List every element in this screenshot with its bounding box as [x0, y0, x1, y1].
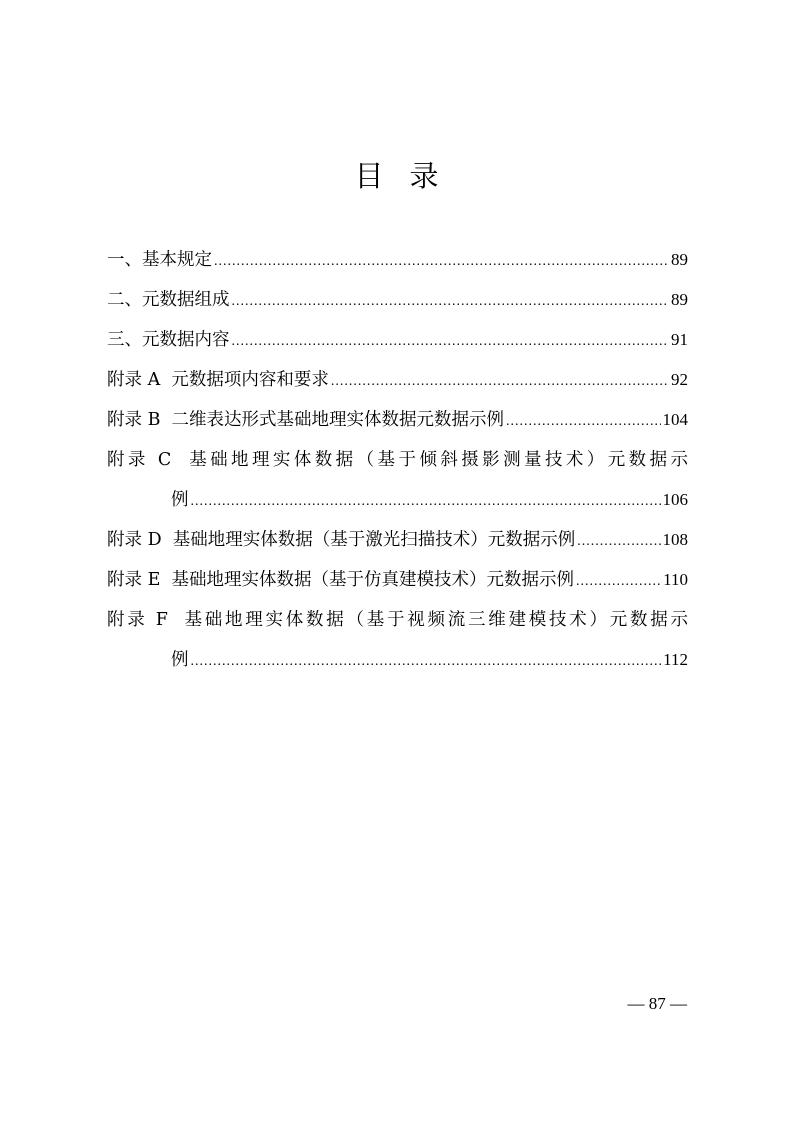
toc-entry-text: 例 [171, 490, 189, 510]
toc-entry-appendix-b[interactable] [107, 400, 688, 440]
dot-leader [214, 242, 669, 280]
toc-entry-appendix-f[interactable] [107, 600, 688, 640]
toc-page-number: 91 [671, 330, 688, 349]
toc-page-number: 112 [663, 650, 688, 669]
dot-leader [232, 322, 670, 360]
page-title: 目录 [354, 159, 465, 193]
dot-leader [506, 402, 660, 440]
toc-entry-metadata-composition[interactable] [107, 280, 688, 320]
dot-leader [232, 282, 670, 320]
toc-entry-text: 附录 F 基础地理实体数据（基于视频流三维建模技术）元数据示 [107, 610, 688, 630]
toc-entry-text: 附录 B 二维表达形式基础地理实体数据元数据示例 [107, 410, 505, 430]
toc-page-number: 92 [671, 370, 688, 389]
toc-entry-appendix-a[interactable] [107, 360, 688, 400]
page-number-footer: — 87 — [627, 994, 687, 1013]
toc-page-number: 110 [663, 570, 688, 589]
table-of-contents [107, 240, 688, 680]
toc-page-number: 106 [662, 490, 688, 509]
toc-page-number: 108 [662, 530, 688, 549]
toc-entry-text: 一、基本规定 [107, 250, 212, 270]
dot-leader [191, 642, 662, 680]
toc-entry-text: 附录 D 基础地理实体数据（基于激光扫描技术）元数据示例 [107, 530, 576, 550]
toc-entry-appendix-c-continued[interactable] [107, 480, 688, 520]
dot-leader [191, 482, 661, 520]
toc-page-number: 89 [671, 250, 688, 269]
toc-entry-appendix-f-continued[interactable] [107, 640, 688, 680]
dot-leader [576, 562, 661, 600]
toc-entry-text: 附录 A 元数据项内容和要求 [107, 370, 329, 390]
toc-entry-text: 附录 E 基础地理实体数据（基于仿真建模技术）元数据示例 [107, 570, 574, 590]
dot-leader [331, 362, 669, 400]
dot-leader [577, 522, 660, 560]
toc-entry-basic-rules[interactable] [107, 240, 688, 280]
toc-entry-appendix-e[interactable] [107, 560, 688, 600]
toc-entry-appendix-d[interactable] [107, 520, 688, 560]
toc-entry-metadata-content[interactable] [107, 320, 688, 360]
toc-entry-text: 例 [171, 650, 189, 670]
toc-page-number: 104 [662, 410, 688, 429]
toc-entry-appendix-c[interactable] [107, 440, 688, 480]
toc-entry-text: 三、元数据内容 [107, 330, 230, 350]
toc-entry-text: 二、元数据组成 [107, 290, 230, 310]
toc-page-number: 89 [671, 290, 688, 309]
toc-entry-text: 附录 C 基础地理实体数据（基于倾斜摄影测量技术）元数据示 [107, 450, 688, 470]
